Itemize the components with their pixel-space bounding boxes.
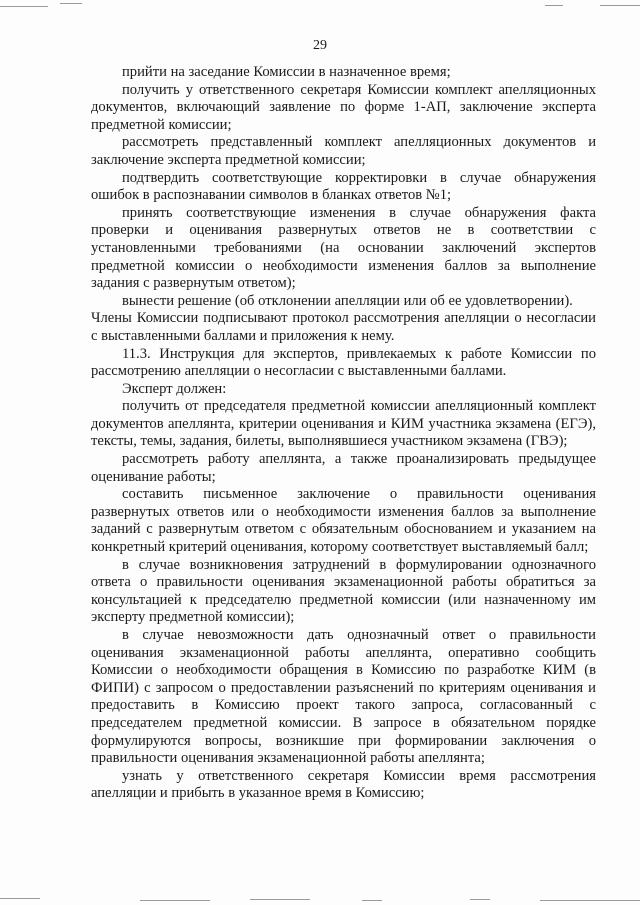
paragraph: в случае возникновения затруднений в формулировании однозначного ответа о правильности оценивания экзаменационной работы обратиться за консультацией к председателю предметной комиссии (или назначенному им эксперту предметной комиссии); — [91, 556, 596, 626]
paragraph: Члены Комиссии подписывают протокол рассмотрения апелляции о несогласии с выставленными баллами и приложения к нему. — [91, 310, 596, 344]
paragraph: узнать у ответственного секретаря Комиссии время рассмотрения апелляции и прибыть в указанное время в Комиссию; — [91, 767, 596, 802]
scan-edge-mark — [362, 900, 382, 901]
document-body — [91, 64, 596, 803]
paragraph: вынести решение (об отклонении апелляции или об ее удовлетворении). — [122, 292, 573, 309]
paragraph: составить письменное заключение о правильности оценивания развернутых ответов или о необходимости изменения баллов за выполнение заданий с развернутым ответом с обязательным обоснованием и указанием на конкретный критерий оценивания, которому соответствует выставляемый балл; — [91, 486, 596, 556]
paragraph: в случае невозможности дать однозначный ответ о правильности оценивания экзаменационной работы апеллянта, оперативно сообщить Комиссии о необходимости обращения в Комиссию по разработке КИМ (в ФИПИ) с запросом о предоставлении разъяснений по критериям оценивания и предоставить в Комиссию проект такого запроса, согласованный с председателем предметной комиссии. В запросе в обязательном порядке формулируются вопросы, возникшие при формировании заключения о правильности оценивания экзаменационной работы апеллянта; — [91, 627, 596, 767]
scan-edge-mark — [545, 5, 563, 6]
section-heading: 11.3. Инструкция для экспертов, привлекаемых к работе Комиссии по рассмотрению апелляции о несогласии с выставленными баллами. — [91, 345, 596, 380]
paragraph: подтвердить соответствующие корректировки в случае обнаружения ошибок в распознавании символов в бланках ответов №1; — [91, 169, 596, 204]
paragraph: рассмотреть представленный комплект апелляционных документов и заключение эксперта предметной комиссии; — [91, 134, 596, 168]
paragraph: Эксперт должен: — [122, 380, 227, 397]
paragraph: рассмотреть работу апеллянта, а также проанализировать предыдущее оценивание работы; — [91, 451, 596, 485]
scan-edge-mark — [0, 898, 40, 899]
scan-edge-mark — [60, 3, 82, 4]
paragraph: получить от председателя предметной комиссии апелляционный комплект документов апеллянта, критерии оценивания и КИМ участника экзамена (ЕГЭ), тексты, темы, задания, билеты, выполнявшиеся участником экзамена (ГВЭ); — [91, 398, 596, 450]
scan-edge-mark — [470, 899, 490, 900]
scan-edge-mark — [250, 899, 310, 900]
paragraph: получить у ответственного секретаря Комиссии комплект апелляционных документов, включающий заявление по форме 1-АП, заключение эксперта предметной комиссии; — [91, 81, 596, 133]
scan-edge-mark — [600, 5, 640, 6]
scan-edge-mark — [540, 900, 640, 901]
scan-edge-mark — [0, 6, 48, 7]
paragraph: прийти на заседание Комиссии в назначенное время; — [122, 64, 451, 80]
page-number: 29 — [313, 38, 327, 53]
paragraph: принять соответствующие изменения в случае обнаружения факта проверки и оценивания развернутых ответов не в соответствии с установленными требованиями (на основании заключений экспертов предметной комиссии о необходимости изменения баллов за выполнение задания с развернутым ответом); — [91, 204, 596, 292]
scan-edge-mark — [140, 900, 210, 901]
